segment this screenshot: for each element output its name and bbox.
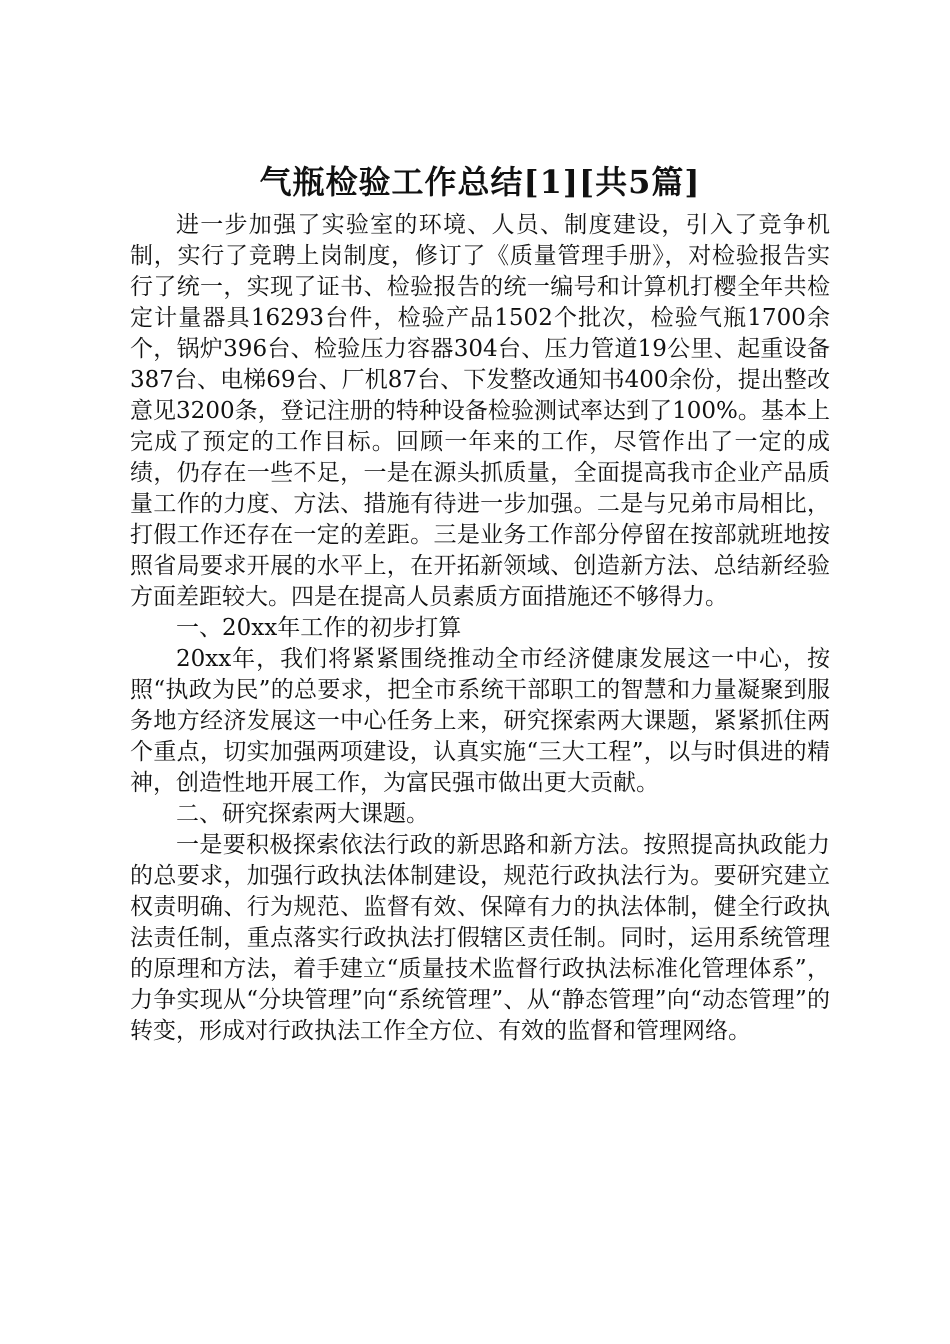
document-title: 气瓶检验工作总结[1][共5篇] (259, 163, 701, 201)
paragraph-summary: 进一步加强了实验室的环境、人员、制度建设，引入了竞争机制，实行了竞聘上岗制度，修订了《质量管理手册》，对检验报告实行了统一，实现了证书、检验报告的统一编号和计算机打樱全年共检定计量器具16293台件，检验产品1502个批次，检验气瓶1700余个，锅炉396台、检验压力容器304台、压力管道19公里、起重设备387台、电梯69台、厂机87台、下发整改通知书400余份，提出整改意见3200条，登记注册的特种设备检验测试率达到了100%。基本上完成了预定的工作目标。回顾一年来的工作，尽管作出了一定的成绩，仍存在一些不足，一是在源头抓质量，全面提高我市企业产品质量工作的力度、方法、措施有待进一步加强。二是与兄弟市局相比，打假工作还存在一定的差距。三是业务工作部分停留在按部就班地按照省局要求开展的水平上，在开拓新领域、创造新方法、总结新经验方面差距较大。四是在提高人员素质方面措施还不够得力。 (130, 212, 830, 610)
heading-section-two: 二、研究探索两大课题。 (176, 801, 429, 827)
paragraph-plan: 20xx年，我们将紧紧围绕推动全市经济健康发展这一中心，按照“执政为民”的总要求，把全市系统干部职工的智慧和力量凝聚到服务地方经济发展这一中心任务上来，研究探索两大课题，紧紧抓住两个重点，切实加强两项建设，认真实施“三大工程”，以与时俱进的精神，创造性地开展工作，为富民强市做出更大贡献。 (130, 646, 830, 796)
paragraph-law-enforcement: 一是要积极探索依法行政的新思路和新方法。按照提高执政能力的总要求，加强行政执法体制建设，规范行政执法行为。要研究建立权责明确、行为规范、监督有效、保障有力的执法体制，健全行政执法责任制，重点落实行政执法打假辖区责任制。同时，运用系统管理的原理和方法，着手建立“质量技术监督行政执法标准化管理体系”，力争实现从“分块管理”向“系统管理”、从“静态管理”向“动态管理”的转变，形成对行政执法工作全方位、有效的监督和管理网络。 (130, 832, 830, 1044)
document-page (130, 160, 830, 1047)
heading-section-one: 一、20xx年工作的初步打算 (176, 615, 462, 641)
